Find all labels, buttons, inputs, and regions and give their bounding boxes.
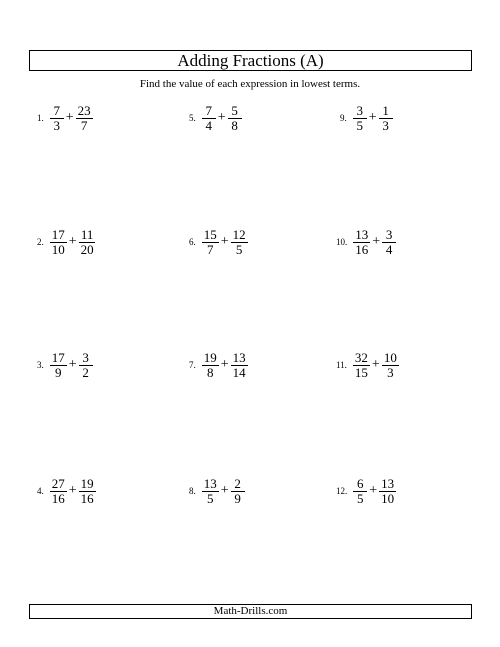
denominator: 3 [387, 364, 394, 380]
denominator: 16 [80, 490, 94, 506]
problem-number: 7. [189, 360, 196, 370]
problem-5 [189, 98, 242, 138]
fraction-b [79, 351, 93, 380]
fraction-b [76, 104, 93, 133]
denominator: 10 [51, 241, 65, 257]
numerator: 27 [51, 475, 65, 491]
fraction-a [353, 228, 370, 257]
plus-sign: + [68, 483, 77, 498]
denominator: 7 [207, 241, 214, 257]
numerator: 17 [51, 349, 65, 365]
numerator: 32 [354, 349, 368, 365]
denominator: 3 [53, 117, 60, 133]
fraction-b [79, 477, 96, 506]
numerator: 3 [382, 228, 396, 243]
numerator: 7 [50, 104, 64, 119]
problem-1 [37, 98, 93, 138]
denominator: 5 [235, 241, 243, 257]
problem-number: 11. [336, 360, 347, 370]
problem-number: 6. [189, 237, 196, 247]
fraction-a [50, 228, 67, 257]
fraction-a [202, 351, 219, 380]
fraction-a [353, 477, 367, 506]
problem-number: 2. [37, 237, 44, 247]
numerator: 1 [379, 104, 393, 119]
numerator: 19 [203, 349, 217, 365]
denominator: 8 [207, 364, 214, 380]
denominator: 4 [385, 241, 393, 257]
numerator: 13 [381, 475, 395, 491]
denominator: 4 [205, 117, 212, 133]
denominator: 9 [234, 490, 241, 506]
numerator: 17 [51, 226, 65, 242]
fraction-a [202, 104, 216, 133]
numerator: 13 [232, 349, 246, 365]
denominator: 5 [356, 117, 363, 133]
plus-sign: + [372, 234, 381, 249]
problem-number: 1. [37, 113, 44, 123]
problem-number: 12. [336, 486, 348, 496]
numerator: 7 [202, 104, 216, 119]
plus-sign: + [220, 234, 229, 249]
plus-sign: + [371, 357, 380, 372]
denominator: 7 [80, 117, 88, 133]
denominator: 15 [354, 364, 368, 380]
problem-7 [189, 345, 248, 385]
fraction-a [202, 477, 219, 506]
numerator: 15 [203, 226, 217, 242]
numerator: 3 [353, 104, 367, 119]
fraction-b [231, 228, 248, 257]
worksheet-footer: Math-Drills.com [29, 604, 472, 619]
numerator: 3 [79, 351, 93, 366]
numerator: 11 [80, 226, 94, 242]
worksheet-title: Adding Fractions (A) [29, 50, 472, 71]
fraction-b [79, 228, 96, 257]
problem-6 [189, 222, 248, 262]
problem-number: 3. [37, 360, 44, 370]
denominator: 16 [355, 241, 369, 257]
plus-sign: + [369, 483, 378, 498]
fraction-b [228, 104, 242, 133]
problem-number: 5. [189, 113, 196, 123]
fraction-b [382, 228, 396, 257]
problem-10 [336, 222, 396, 262]
denominator: 14 [232, 364, 246, 380]
problem-8 [189, 471, 245, 511]
numerator: 23 [77, 102, 91, 118]
problem-number: 8. [189, 486, 196, 496]
numerator: 19 [80, 475, 94, 491]
problem-9 [340, 98, 393, 138]
numerator: 5 [228, 104, 242, 119]
numerator: 12 [232, 226, 246, 242]
plus-sign: + [368, 110, 377, 125]
problem-4 [37, 471, 96, 511]
fraction-a [202, 228, 219, 257]
denominator: 3 [382, 117, 389, 133]
denominator: 5 [207, 490, 214, 506]
problem-12 [336, 471, 396, 511]
problem-2 [37, 222, 96, 262]
denominator: 20 [80, 241, 94, 257]
denominator: 16 [51, 490, 65, 506]
problem-3 [37, 345, 93, 385]
denominator: 8 [231, 117, 238, 133]
fraction-b [379, 477, 396, 506]
fraction-a [50, 104, 64, 133]
problem-number: 10. [336, 237, 348, 247]
fraction-a [50, 351, 67, 380]
plus-sign: + [220, 357, 229, 372]
numerator: 13 [203, 475, 217, 491]
plus-sign: + [220, 483, 229, 498]
fraction-b [382, 351, 399, 380]
plus-sign: + [68, 357, 77, 372]
plus-sign: + [217, 110, 226, 125]
denominator: 9 [55, 364, 62, 380]
problem-11 [336, 345, 399, 385]
numerator: 6 [353, 477, 367, 492]
fraction-b [231, 351, 248, 380]
numerator: 2 [231, 477, 245, 492]
problem-number: 9. [340, 113, 347, 123]
denominator: 10 [381, 490, 395, 506]
plus-sign: + [65, 110, 74, 125]
fraction-a [50, 477, 67, 506]
denominator: 5 [357, 490, 364, 506]
fraction-b [379, 104, 393, 133]
numerator: 13 [355, 226, 369, 242]
denominator: 2 [82, 364, 89, 380]
plus-sign: + [68, 234, 77, 249]
fraction-b [231, 477, 245, 506]
worksheet-instructions: Find the value of each expression in lowest terms. [139, 78, 361, 90]
fraction-a [353, 351, 370, 380]
numerator: 10 [383, 349, 397, 365]
fraction-a [353, 104, 367, 133]
problem-number: 4. [37, 486, 44, 496]
